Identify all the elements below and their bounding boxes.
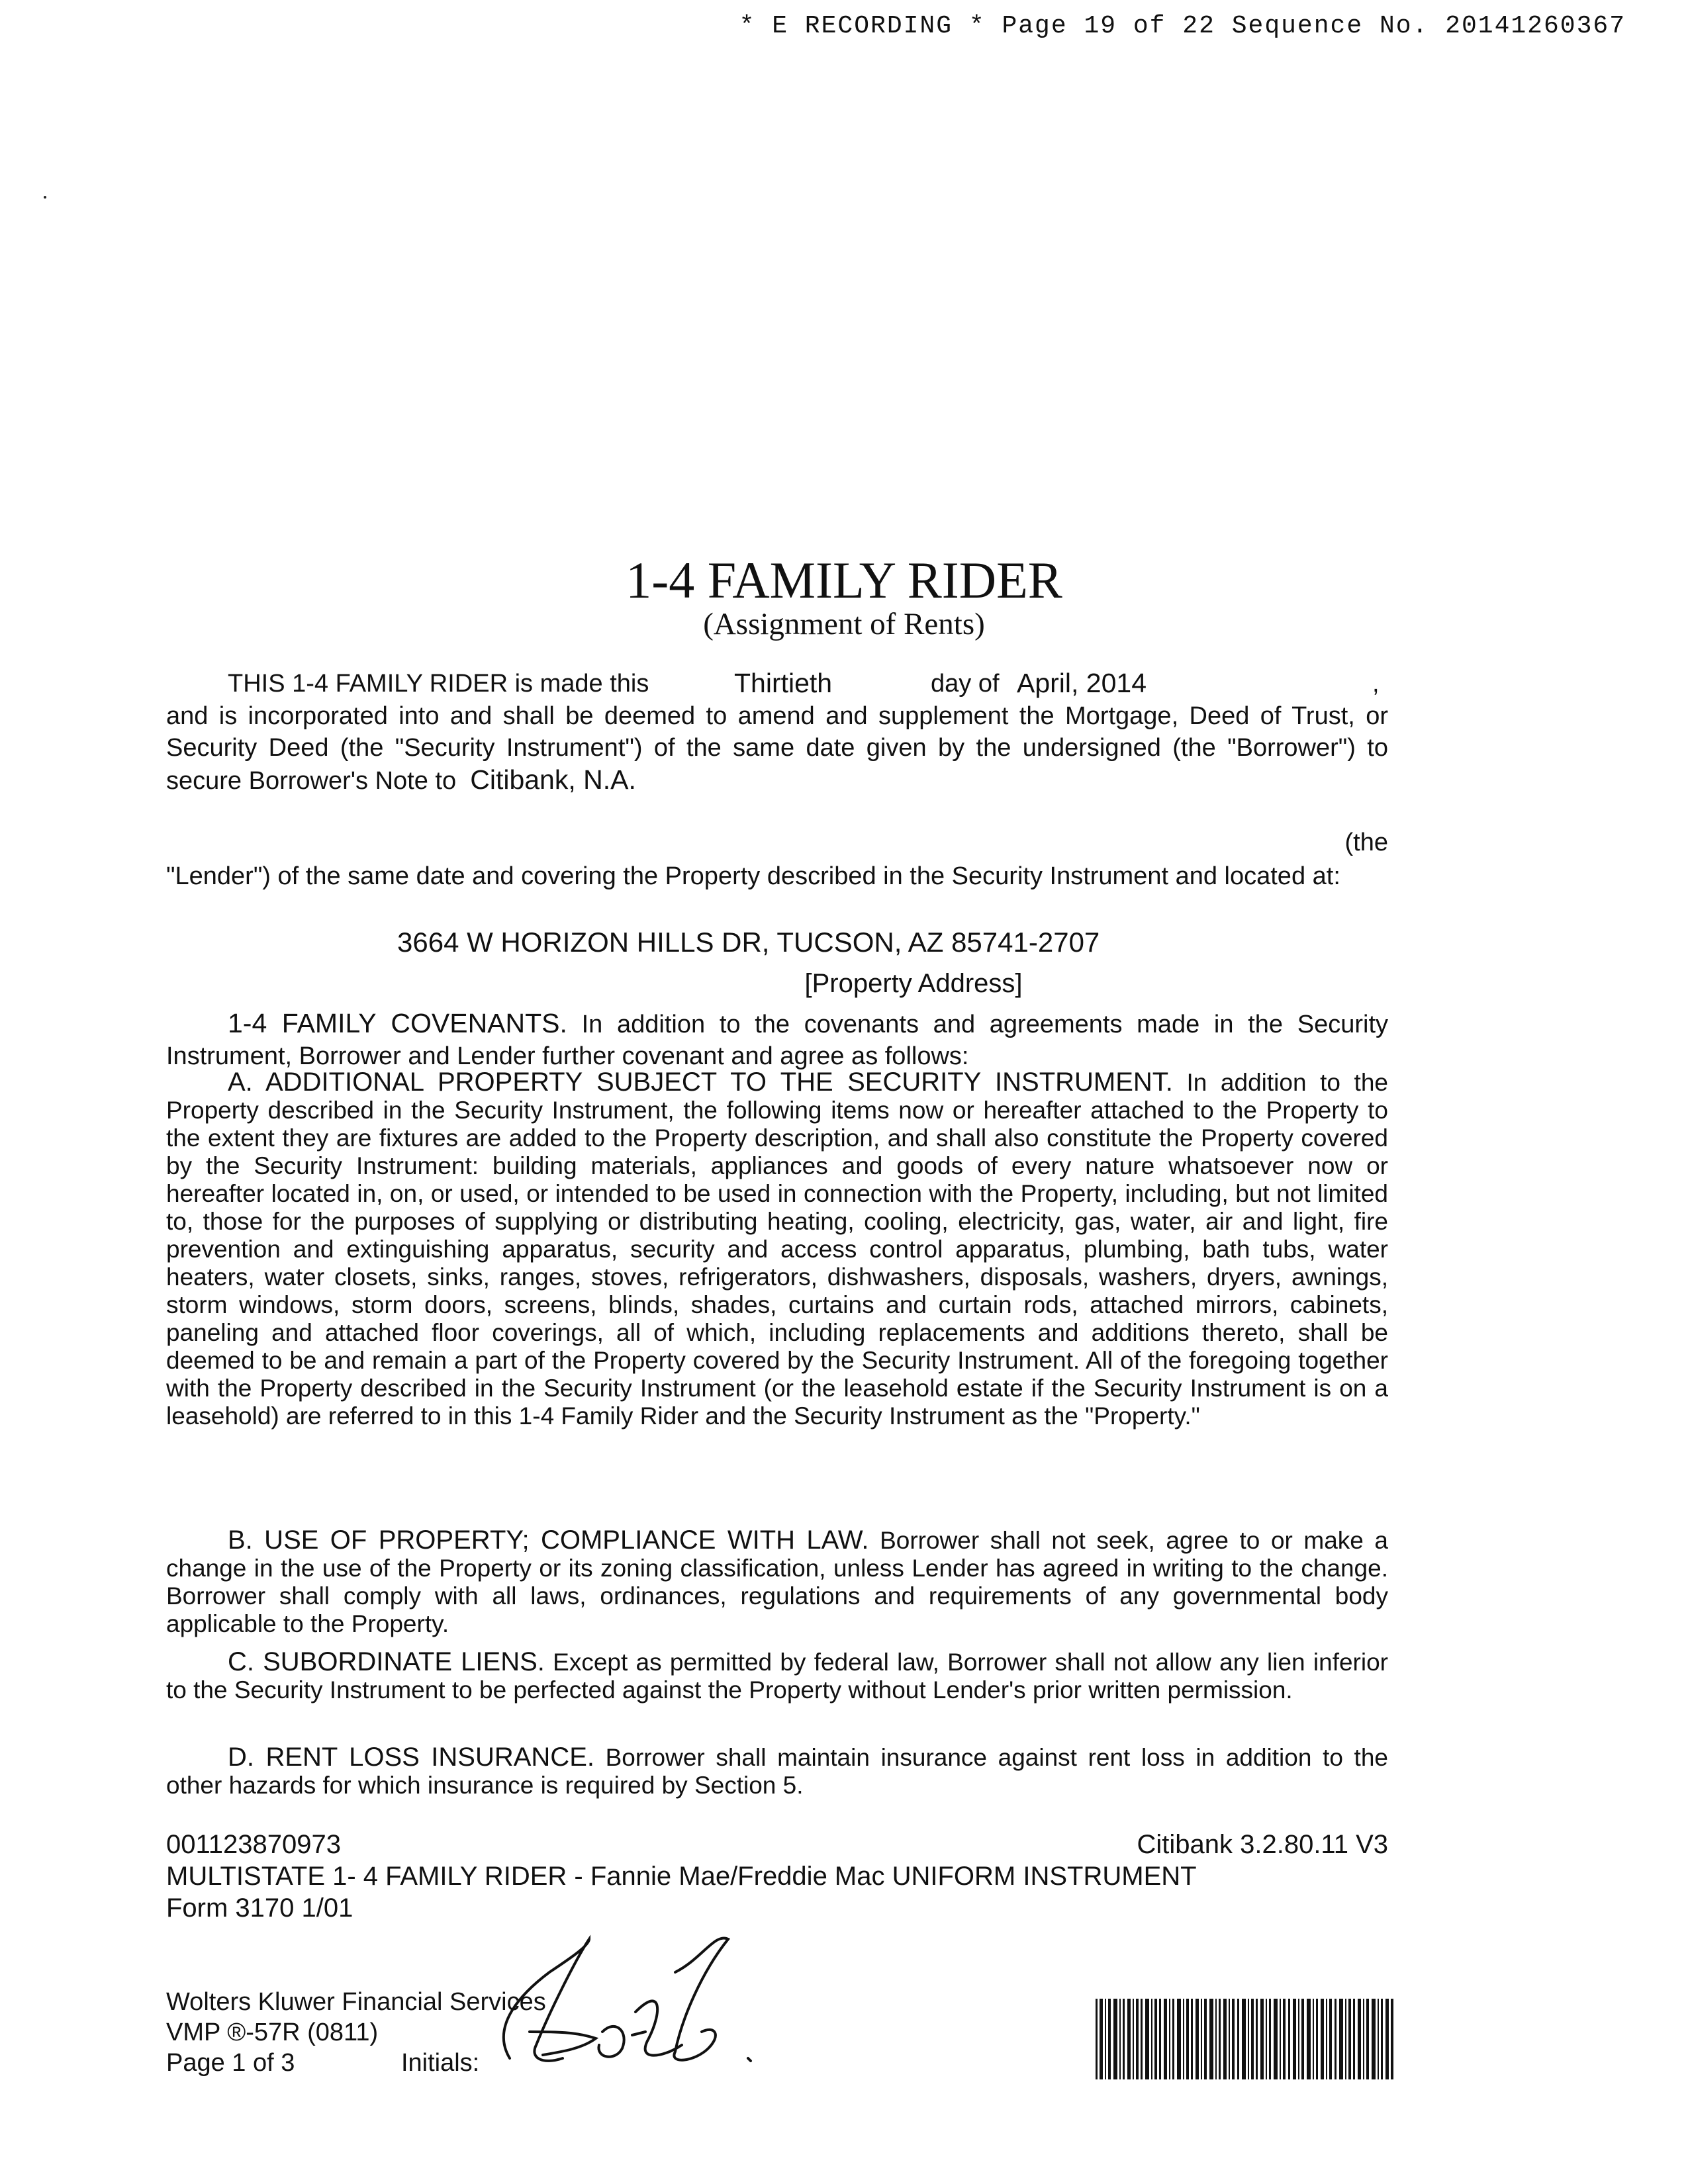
- document-title: 1-4 FAMILY RIDER: [626, 551, 1062, 609]
- the-word-line: [166, 829, 1388, 857]
- intro-continuation-text: and is incorporated into and shall be deemed to amend and supplement the Mortgage, Deed of Trust, or Security Deed (the "Security Instrument") of the same date given by the undersigned (the "Borrower") to secure Borrower's Note to: [166, 702, 1388, 795]
- section-b-heading: B. USE OF PROPERTY; COMPLIANCE WITH LAW.: [228, 1525, 869, 1555]
- document-barcode: [1096, 1999, 1393, 2079]
- section-a: [166, 1068, 1388, 1430]
- covenants-heading: 1-4 FAMILY COVENANTS.: [228, 1008, 567, 1038]
- section-b-text: Borrower shall not seek, agree to or make a change in the use of the Property or its zoning classification, unless Lender has agreed in writing to the change. Borrower shall comply with all laws, ordinances, regulations and requirements of any governmental body applicable to the Property.: [166, 1527, 1388, 1637]
- covenants-paragraph: [166, 1007, 1388, 1072]
- intro-comma: ,: [1372, 670, 1380, 698]
- covenants-text: In addition to the covenants and agreements made in the Security Instrument, Borrower and Lender further covenant and agree as follows:: [166, 1011, 1388, 1070]
- initials-signature: [463, 1933, 768, 2071]
- section-c-text: Except as permitted by federal law, Borrower shall not allow any lien inferior to the Security Instrument to be perfected against the Property without Lender's prior written permission.: [166, 1649, 1388, 1704]
- initials-label: Initials:: [400, 2049, 480, 2077]
- form-version: Citibank 3.2.80.11 V3: [1137, 1830, 1388, 1859]
- scan-speck: [44, 196, 46, 199]
- document-subtitle: (Assignment of Rents): [703, 607, 985, 641]
- section-b: [166, 1526, 1388, 1638]
- page-number: Page 1 of 3: [166, 2049, 295, 2077]
- loan-number: 001123870973: [166, 1830, 341, 1859]
- form-title: MULTISTATE 1- 4 FAMILY RIDER - Fannie Mae/Freddie Mac UNIFORM INSTRUMENT: [166, 1862, 1197, 1891]
- section-d-heading: D. RENT LOSS INSURANCE.: [228, 1743, 594, 1772]
- form-number: Form 3170 1/01: [166, 1893, 353, 1923]
- recording-header: * E RECORDING * Page 19 of 22 Sequence No. 20141260367: [739, 12, 1626, 40]
- lender-clause: "Lender") of the same date and covering the Property described in the Security Instrument and located at:: [166, 862, 1340, 890]
- intro-continuation: [166, 700, 1388, 797]
- month-year-value: April, 2014: [1017, 668, 1147, 698]
- vmp-code: VMP ®-57R (0811): [166, 2019, 379, 2046]
- intro-lead: THIS 1-4 FAMILY RIDER is made this: [228, 670, 649, 698]
- lender-name: Citibank, N.A.: [470, 764, 636, 795]
- the-word: (the: [1344, 829, 1388, 856]
- section-d-text: Borrower shall maintain insurance against rent loss in addition to the other hazards for which insurance is required by Section 5.: [166, 1744, 1388, 1799]
- section-c-heading: C. SUBORDINATE LIENS.: [228, 1647, 545, 1676]
- section-a-text: In addition to the Property described in the Security Instrument, the following items now or hereafter attached to the Property to the extent they are fixtures are added to the Property description, and shall also constitute the Property covered by the Security Instrument: building materials, appliances and goods of every nature whatsoever now or hereafter located in, on, or used, or intended to be used in connection with the Property, including, but not limited to, those for the purposes of supplying or distributing heating, cooling, electricity, gas, water, air and light, fire prevention and extinguishing apparatus, security and access control apparatus, plumbing, bath tubs, water heaters, water closets, sinks, ranges, stoves, refrigerators, dishwashers, disposals, washers, dryers, awnings, storm windows, storm doors, screens, blinds, shades, curtains and curtain rods, attached mirrors, cabinets, paneling and attached floor coverings, all of which, including replacements and additions thereto, shall be deemed to be and remain a part of the Property covered by the Security Instrument. All of the foregoing together with the Property described in the Security Instrument (or the leasehold estate if the Security Instrument is on a leasehold) are referred to in this 1-4 Family Rider and the Security Instrument as the "Property.": [166, 1069, 1388, 1430]
- day-value: Thirtieth: [734, 668, 833, 698]
- section-d: [166, 1743, 1388, 1799]
- property-address: 3664 W HORIZON HILLS DR, TUCSON, AZ 85741-2707: [397, 927, 1100, 958]
- day-of-label: day of: [931, 670, 1000, 698]
- property-address-label: [Property Address]: [804, 969, 1023, 998]
- section-a-heading: A. ADDITIONAL PROPERTY SUBJECT TO THE SECURITY INSTRUMENT.: [228, 1068, 1173, 1097]
- publisher-name: Wolters Kluwer Financial Services: [166, 1988, 546, 2016]
- section-c: [166, 1648, 1388, 1704]
